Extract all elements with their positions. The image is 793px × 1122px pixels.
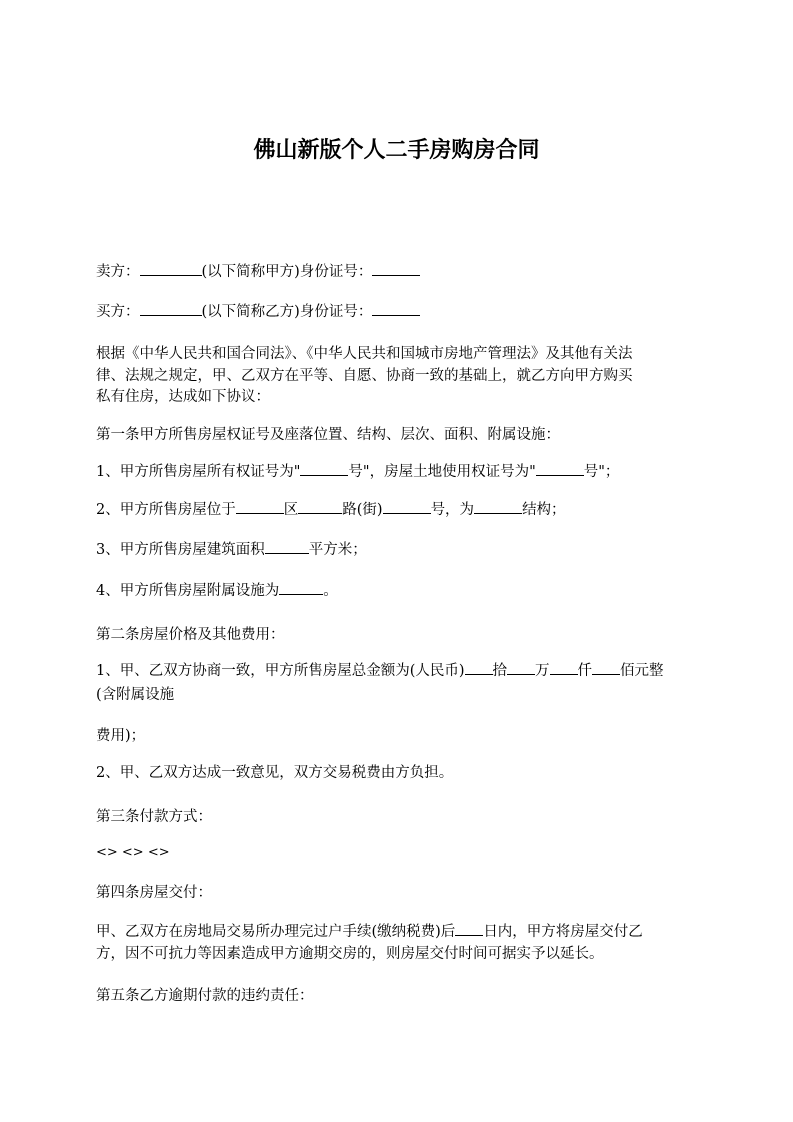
land-cert-blank — [536, 461, 584, 476]
amount-tens-blank — [465, 660, 493, 675]
article-1-heading: 第一条甲方所售房屋权证号及座落位置、结构、层次、面积、附属设施： — [96, 427, 560, 443]
area-blank — [265, 539, 309, 554]
seller-line: 卖方： (以下简称甲方)身份证号： — [96, 261, 696, 283]
article-2-heading: 第二条房屋价格及其他费用： — [96, 627, 285, 643]
buyer-line: 买方： (以下简称乙方)身份证号： — [96, 301, 696, 323]
article-4-line-2: 方，因不可抗力等因素造成甲方逾期交房的，则房屋交付时间可据实予以延长。 — [96, 946, 604, 962]
article-1-item-1: 1、甲方所售房屋所有权证号为" 号"，房屋土地使用权证号为" 号"； — [96, 461, 696, 483]
amount-bai-blank — [592, 660, 620, 675]
article-2-item-2: 2、甲、乙双方达成一致意见，双方交易税费由方负担。 — [96, 765, 454, 781]
amount-qian-blank — [550, 660, 578, 675]
document-title: 佛山新版个人二手房购房合同 — [253, 138, 540, 163]
article-1-item-3: 3、甲方所售房屋建筑面积 平方米； — [96, 539, 696, 561]
preamble-line-3: 私有住房，达成如下协议： — [96, 389, 270, 405]
article-2-item-1: 1、甲、乙双方协商一致，甲方所售房屋总金额为(人民币) 拾 万 仟 佰元整 — [96, 660, 696, 682]
structure-blank — [474, 499, 522, 514]
preamble-line-1: 根据《中华人民共和国合同法》、《中华人民共和国城市房地产管理法》及其他有关法 — [96, 346, 633, 362]
seller-name-blank — [140, 261, 202, 276]
article-4-line-1: 甲、乙双方在房地局交易所办理完过户手续(缴纳税费)后 日内，甲方将房屋交付乙 — [96, 921, 696, 943]
article-4-heading: 第四条房屋交付： — [96, 885, 212, 901]
article-2-item-1-cont: (含附属设施 — [96, 687, 175, 703]
road-blank — [298, 499, 342, 514]
article-1-item-4: 4、甲方所售房屋附属设施为 。 — [96, 580, 696, 602]
article-5-heading: 第五条乙方逾期付款的违约责任： — [96, 988, 314, 1004]
article-1-item-2: 2、甲方所售房屋位于 区 路(街) 号，为 结构； — [96, 499, 696, 521]
district-blank — [236, 499, 284, 514]
buyer-id-blank — [372, 301, 420, 316]
delivery-days-blank — [455, 921, 483, 936]
article-2-item-1-cont-2: 费用)； — [96, 728, 146, 744]
article-3-heading: 第三条付款方式： — [96, 809, 212, 825]
amount-wan-blank — [507, 660, 535, 675]
preamble-line-2: 律、法规之规定，甲、乙双方在平等、自愿、协商一致的基础上，就乙方向甲方购买 — [96, 368, 633, 384]
article-3-body: <> <> <> — [96, 845, 170, 860]
number-blank — [383, 499, 431, 514]
facilities-blank — [279, 580, 323, 595]
title-cert-blank — [300, 461, 348, 476]
seller-id-blank — [372, 261, 420, 276]
buyer-name-blank — [140, 301, 202, 316]
